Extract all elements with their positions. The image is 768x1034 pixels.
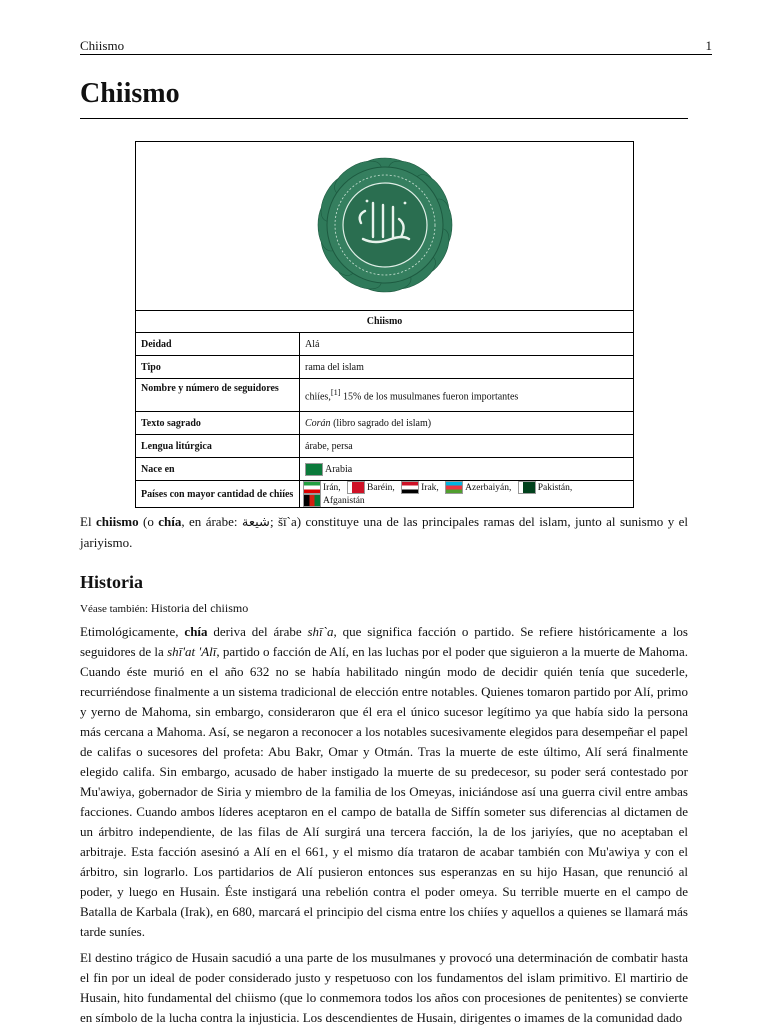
afghanistan-flag-icon <box>303 494 321 507</box>
term-bold: chiismo <box>95 514 139 529</box>
sacred-text-note: (libro sagrado del islam) <box>330 417 432 429</box>
text-run: , que significa facción o partido. Se refiere históricamente a los seguidores de la <box>80 624 688 659</box>
infobox-value <box>300 379 634 412</box>
country-item[interactable] <box>347 483 395 493</box>
bahrain-flag-icon <box>347 481 365 494</box>
text-run: , en árabe: <box>181 514 242 529</box>
iran-flag-icon <box>303 481 321 494</box>
reference-link[interactable]: [1] <box>330 387 341 397</box>
infobox-row <box>136 356 634 379</box>
country-item[interactable] <box>303 483 341 493</box>
country-label: Irak, <box>421 482 439 493</box>
iraq-flag-icon <box>401 481 419 494</box>
infobox-value: Alá <box>300 333 634 356</box>
section-heading-historia: Historia <box>80 572 143 592</box>
country-label: Baréin, <box>367 482 395 493</box>
term-bold: chía <box>184 624 208 639</box>
sacred-text-link[interactable]: Corán <box>305 417 331 429</box>
country-item[interactable] <box>401 483 439 493</box>
infobox <box>135 141 634 508</box>
infobox-image-cell <box>136 142 634 311</box>
text-run: (o <box>138 514 159 529</box>
term-italic: shī`a <box>307 624 334 639</box>
page-title: Chiismo <box>80 78 180 109</box>
country-item[interactable] <box>445 483 511 493</box>
text-run: Etimológicamente, <box>80 624 185 639</box>
infobox-value <box>300 412 634 435</box>
saudi-arabia-flag-icon <box>305 463 323 476</box>
text-run: , partido o facción de Alí, en las luchas por el poder que siguieron a la muerte de Mahoma. Cuando éste murió en el año 632 no se había habilitado ningún modo de decidir quién tenía que sucederle, recurriéndose finalmente a un sistema tradicional de elección entre notables. Quienes tomaron partido por Alí, primo y yerno de Mahoma, sin embargo, consideraron que él era el único sucesor legítimo ya que había sido la persona más cercana a Mahoma. Así, se negaron a reconocer a los notables sucesivamente elegidos para desempeñar el papel de califas o sucesores del profeta: Abu Bakr, Omar y Otmán. Tras la muerte de este último, Alí será finalmente elegido califa. Sin embargo, acusado de haber instigado la muerte de su predecesor, su poder será contestado por Mu'awiya, gobernador de Siria y miembro de la familia de los Omeyas, iniciándose así una guerra civil entre ambas facciones. Cuando ambos líderes aceptaron en el campo de batalla de Siffín someter sus diferencias al dictamen de un árbitro independiente, de las filas de Alí surgirá una tercera facción, la de los jariyíes, que no aceptaban el arbitraje. Esta facción asesinó a Alí en el 661, y el mismo día trataron de acabar también con Mu'awiya y con el árbitro, sin lograrlo. Los partidarios de Alí pusieron entonces sus esperanzas en su hijo Hasan, que renunció al poder, y luego en Husain. Éste instigará una rebelión contra el poder omeya. Su terrible muerte en el campo de Batalla de Karbala (Irak), en 680, marcará el principio del cisma entre los chiíes y aquellos a quienes se llamará más tarde suníes. <box>80 644 688 939</box>
see-also-link[interactable]: Historia del chiismo <box>150 601 249 615</box>
intro-paragraph <box>80 512 688 559</box>
country-item[interactable] <box>303 496 365 506</box>
followers-label: chiíes, <box>305 391 331 403</box>
page-number: 1 <box>705 38 712 53</box>
infobox-key: Nace en <box>136 458 300 481</box>
infobox-key: Deidad <box>136 333 300 356</box>
running-header-title: Chiismo <box>80 38 125 53</box>
infobox-key: Nombre y número de seguidores <box>136 379 300 412</box>
infobox-value: rama del islam <box>300 356 634 379</box>
text-run: El <box>80 514 96 529</box>
running-header <box>80 38 712 55</box>
arabic-term: شيعة <box>241 515 270 530</box>
country-label: Azerbaiyán, <box>465 482 512 493</box>
infobox-caption: Chiismo <box>136 311 634 333</box>
allah-calligraphy-emblem-icon <box>301 143 469 307</box>
term-italic: shī'at 'Alī <box>167 644 217 659</box>
country-label: Afganistán <box>323 495 365 506</box>
origin-value[interactable]: Arabia <box>325 463 353 475</box>
infobox-row <box>136 412 634 435</box>
infobox-value <box>300 481 634 508</box>
infobox-key: Texto sagrado <box>136 412 300 435</box>
infobox-key: Países con mayor cantidad de chiíes <box>136 481 300 508</box>
infobox-key: Tipo <box>136 356 300 379</box>
infobox-row <box>136 435 634 458</box>
infobox-value <box>300 458 634 481</box>
text-run: ; šī`a) constituye una de las principales ramas del islam, junto al sunismo y el jariyismo. <box>80 514 688 550</box>
pakistan-flag-icon <box>518 481 536 494</box>
infobox-row <box>136 481 634 508</box>
title-rule <box>80 118 688 119</box>
infobox-row <box>136 379 634 412</box>
country-label: Irán, <box>323 482 341 493</box>
term-bold: chía <box>158 514 182 529</box>
azerbaijan-flag-icon <box>445 481 463 494</box>
infobox-value: árabe, persa <box>300 435 634 458</box>
see-also-note <box>80 601 248 616</box>
infobox-row <box>136 333 634 356</box>
historia-body <box>80 622 688 1034</box>
country-item[interactable] <box>518 483 573 493</box>
infobox-key: Lengua litúrgica <box>136 435 300 458</box>
country-label: Pakistán, <box>537 482 573 493</box>
see-also-label: Véase también: <box>80 603 151 615</box>
text-run: deriva del árabe <box>207 624 308 639</box>
infobox-row <box>136 458 634 481</box>
paragraph <box>80 622 688 942</box>
paragraph: El destino trágico de Husain sacudió a una parte de los musulmanes y provocó una determinación de combatir hasta el fin por un ideal de poder considerado justo y respetuoso con los fundamentos del islam primitivo. El martirio de Husain, hito fundamental del chiismo (que lo conmemora todos los años con procesiones de penitentes) se convierte en símbolo de la lucha contra la injusticia. Los descendientes de Husain, dirigentes o imames de la comunidad dado <box>80 950 688 1025</box>
followers-value: 15% de los musulmanes fueron importantes <box>340 391 519 403</box>
